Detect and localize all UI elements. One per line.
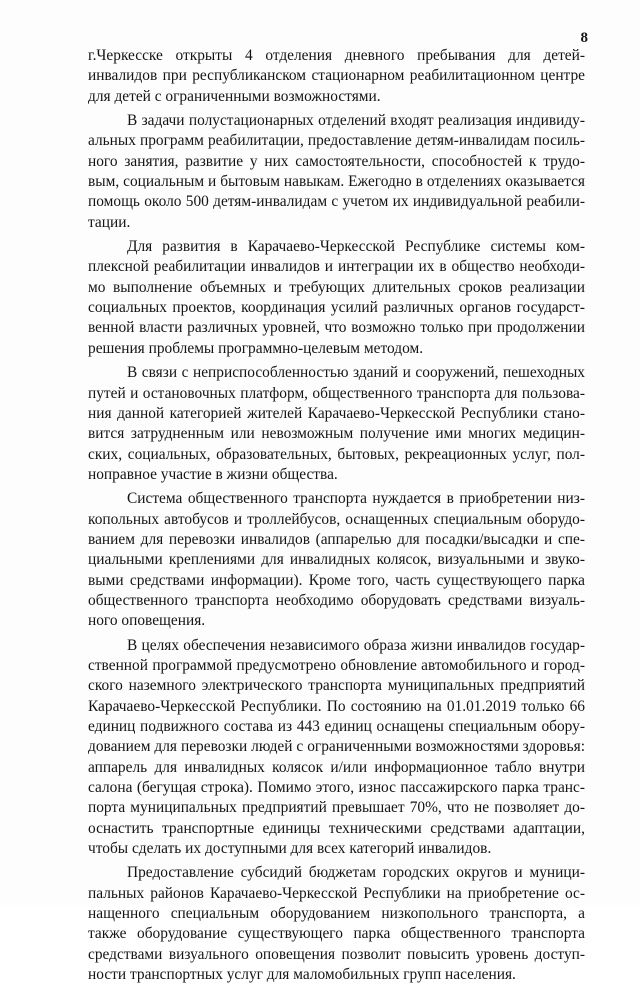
text-line: ского наземного электрического транспорта муниципальных предприятий <box>88 677 585 695</box>
paragraph <box>88 863 585 985</box>
text-line: инвалидов при республиканском стационарном реабилитационном центре <box>88 67 585 85</box>
text-line: выми средствами информации). Кроме того, часть существующего парка <box>88 571 585 589</box>
text-line: средствами визуального оповещения позволит повысить уровень доступ- <box>88 945 585 963</box>
text-line: г.Черкесске открыты 4 отделения дневного пребывания для детей- <box>88 47 585 64</box>
body-text <box>88 46 585 989</box>
text-line: венной власти различных уровней, что возможно только при продолжении <box>88 319 585 337</box>
text-line: В задачи полустационарных отделений входят реализация индивиду- <box>127 112 585 130</box>
text-line: тации. <box>88 213 131 231</box>
text-line: циальными креплениями для инвалидных колясок, визуальными и звуко- <box>88 551 585 569</box>
text-line: путей и остановочных платформ, общественного транспорта для пользова- <box>88 384 585 402</box>
paragraph <box>88 363 585 485</box>
text-line: ственной программой предусмотрено обновление автомобильного и город- <box>88 656 585 674</box>
text-line: мо выполнение объемных и требующих длительных сроков реализации <box>88 278 585 296</box>
text-line: вым, социальным и бытовым навыкам. Ежегодно в отделениях оказывается <box>88 173 585 191</box>
text-line: решения проблемы программно-целевым методом. <box>88 339 424 357</box>
text-line: для детей с ограниченными возможностями. <box>88 87 381 105</box>
text-line: аппарель для инвалидных колясок и/или информационное табло внутри <box>88 758 585 776</box>
text-line: ских, социальных, образовательных, бытовых, рекреационных услуг, пол- <box>88 445 585 463</box>
text-line: единиц подвижного состава из 443 единиц оснащены специальным обору- <box>88 718 585 735</box>
text-line: социальных проектов, координация усилий различных органов государст- <box>88 299 585 317</box>
text-line: ванием для перевозки инвалидов (аппарелью для посадки/высадки и спе- <box>88 530 585 548</box>
text-line: пальных районов Карачаево-Черкесской Республики на приобретение ос- <box>88 884 585 902</box>
text-line: также оборудование существующего парка общественного транспорта <box>88 925 585 943</box>
text-line: нащенного специальным оборудованием низкопольного транспорта, а <box>88 905 585 923</box>
text-line: плексной реабилитации инвалидов и интеграции их в общество необходи- <box>88 258 585 276</box>
text-line: В связи с неприспособленностью зданий и сооружений, пешеходных <box>127 364 585 382</box>
text-line: ния данной категорией жителей Карачаево-Черкесской Республики стано- <box>88 404 585 422</box>
text-line: чтобы сделать их доступными для всех категорий инвалидов. <box>88 840 492 858</box>
text-line: ного занятия, развитие у них самостоятельности, способностей к трудо- <box>88 152 585 170</box>
text-line: помощь около 500 детям-инвалидам с учетом их индивидуальной реабили- <box>88 193 585 211</box>
text-line: Система общественного транспорта нуждается в приобретении низ- <box>127 490 585 508</box>
page-number: 8 <box>580 30 588 46</box>
paragraph <box>88 46 585 107</box>
text-line: копольных автобусов и троллейбусов, оснащенных специальным оборудо- <box>88 510 585 528</box>
text-line: оснастить транспортные единицы техническими средствами адаптации, <box>88 819 585 837</box>
text-line: салона (бегущая строка). Помимо этого, износ пассажирского парка транс- <box>88 779 585 797</box>
text-line: общественного транспорта необходимо оборудовать средствами визуаль- <box>88 591 585 609</box>
text-line: ности транспортных услуг для маломобильных групп населения. <box>88 966 516 984</box>
text-line: альных программ реабилитации, предоставление детям-инвалидам посиль- <box>88 132 585 150</box>
text-line: ного оповещения. <box>88 612 206 630</box>
text-line: Предоставление субсидий бюджетам городских округов и муници- <box>127 864 585 882</box>
paragraph <box>88 111 585 233</box>
text-line: дованием для перевозки людей с ограниченными возможностями здоровья: <box>88 738 585 756</box>
paragraph <box>88 237 585 359</box>
paragraph <box>88 489 585 631</box>
text-line: ноправное участие в жизни общества. <box>88 465 338 483</box>
paragraph <box>88 636 585 860</box>
text-line: Для развития в Карачаево-Черкесской Республике системы ком- <box>127 238 585 256</box>
text-line: В целях обеспечения независимого образа жизни инвалидов государ- <box>127 636 585 654</box>
text-line: вится затрудненным или невозможным получение ими многих медицин- <box>88 425 585 443</box>
text-line: порта муниципальных предприятий превышает 70%, что не позволяет до- <box>88 799 585 817</box>
text-line: Карачаево-Черкесской Республики. По состоянию на 01.01.2019 только 66 <box>88 697 585 715</box>
